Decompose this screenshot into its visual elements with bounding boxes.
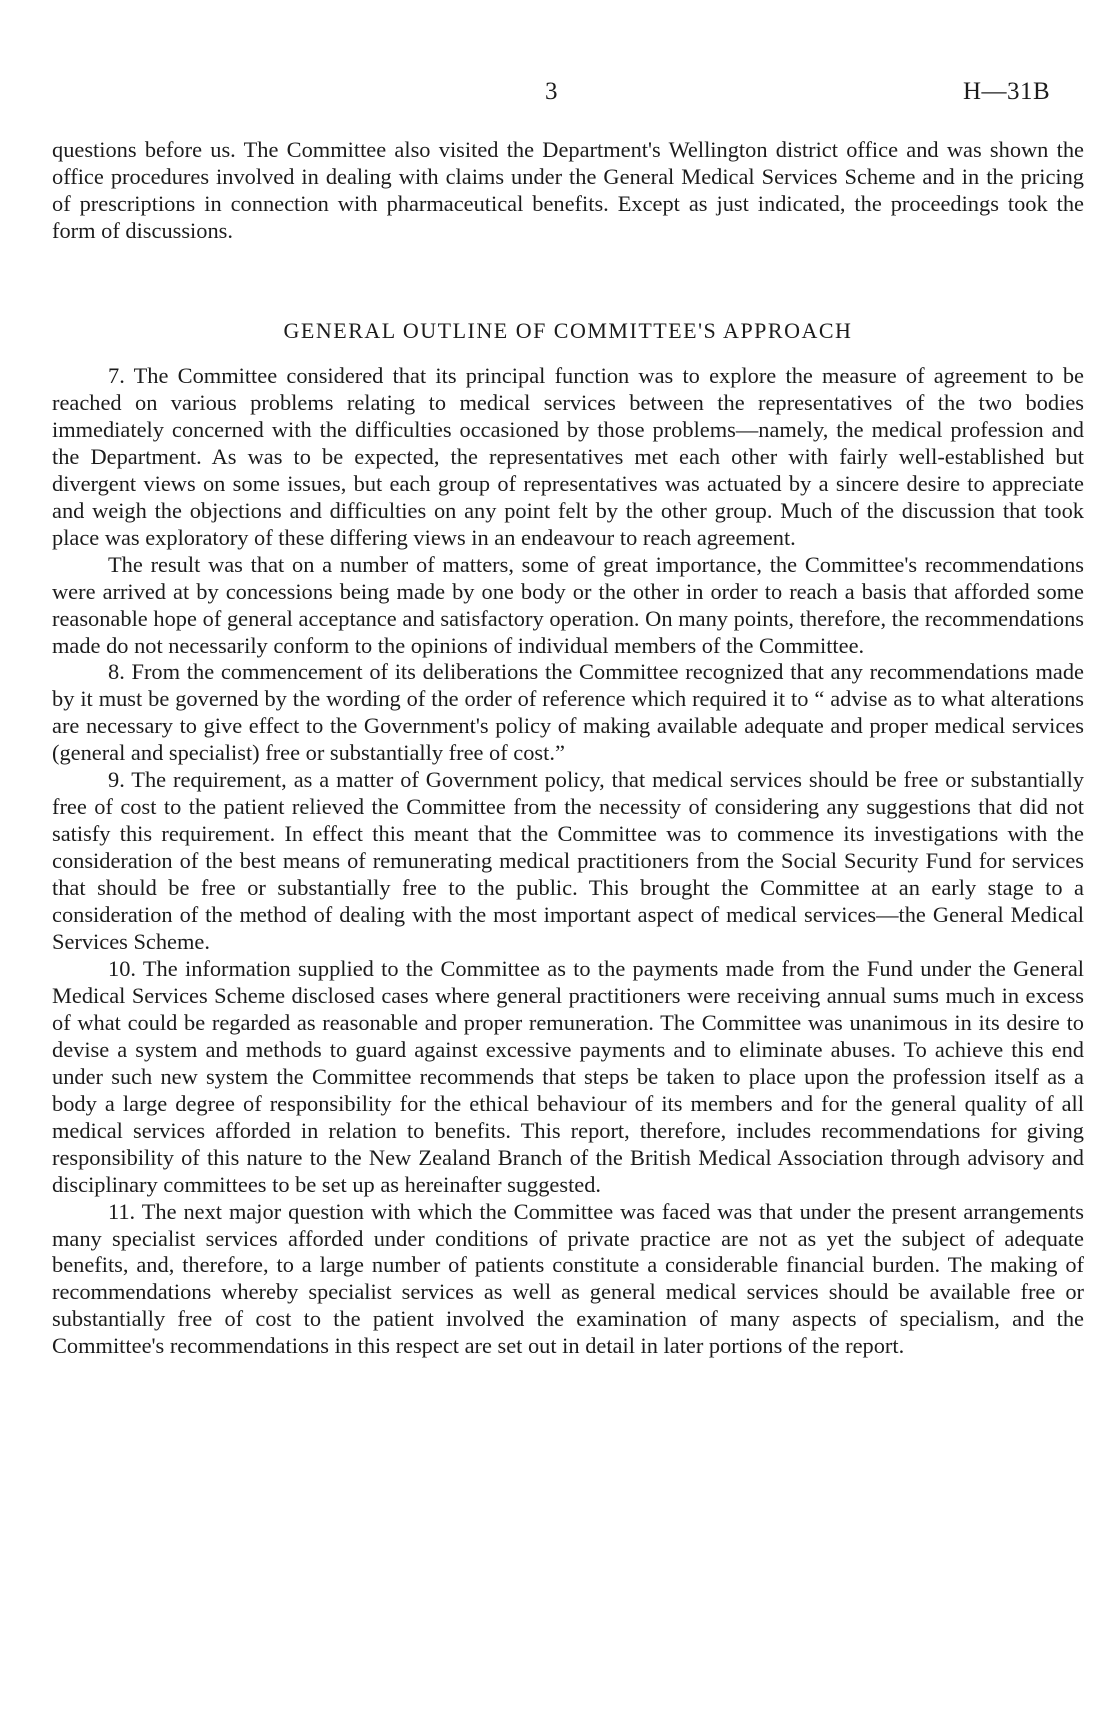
section-heading: GENERAL OUTLINE OF COMMITTEE'S APPROACH	[283, 318, 853, 343]
paragraph-8: 8. From the commencement of its deliberations the Committee recognized that any recommendations made by it must be governed by the wording of the order of reference which required it to “ advise as to what alterations are necessary to give effect to the Government's policy of making available adequate and proper medical services (general and specialist) free or substantially free of cost.”	[52, 659, 1084, 766]
paragraph-11: 11. The next major question with which the Committee was faced was that under the present arrangements many specialist services afforded under conditions of private practice are not as yet the subject of adequate benefits, and, therefore, to a large number of patients constitute a considerable financial burden. The making of recommendations whereby specialist services as well as general medical services should be available free or substantially free of cost to the patient involved the examination of many aspects of specialism, and the Committee's recommendations in this respect are set out in detail in later portions of the report.	[52, 1198, 1084, 1359]
paragraph-7-continued: The result was that on a number of matters, some of great importance, the Committee's recommendations were arrived at by concessions being made by one body or the other in order to reach a basis that afforded some reasonable hope of general acceptance and satisfactory operation. On many points, therefore, the recommendations made do not necessarily conform to the opinions of individual members of the Committee.	[52, 551, 1084, 658]
paragraph-9: 9. The requirement, as a matter of Government policy, that medical services should be free or substantially free of cost to the patient relieved the Committee from the necessity of considering any suggestions that did not satisfy this requirement. In effect this meant that the Committee was to commence its investigations with the consideration of the best means of remunerating medical practitioners from the Social Security Fund for services that should be free or substantially free to the public. This brought the Committee at an early stage to a consideration of the method of dealing with the most important aspect of medical services—the General Medical Services Scheme.	[52, 767, 1084, 955]
paragraph-10: 10. The information supplied to the Committee as to the payments made from the Fund under the General Medical Services Scheme disclosed cases where general practitioners were receiving annual sums much in excess of what could be regarded as reasonable and proper remuneration. The Committee was unanimous in its desire to devise a system and methods to guard against excessive payments and to eliminate abuses. To achieve this end under such new system the Committee recommends that steps be taken to place upon the profession itself as a body a large degree of responsibility for the ethical behaviour of its members and for the general quality of all medical services afforded in relation to benefits. This report, therefore, includes recommendations for giving responsibility of this nature to the New Zealand Branch of the British Medical Association through advisory and disciplinary committees to be set up as hereinafter suggested.	[52, 955, 1084, 1197]
page-number: 3	[545, 78, 558, 105]
paragraph-7: 7. The Committee considered that its principal function was to explore the measure of agreement to be reached on various problems relating to medical services between the representatives of the two bodies immediately concerned with the difficulties occasioned by those problems—namely, the medical profession and the Department. As was to be expected, the representatives met each other with fairly well-established but divergent views on some issues, but each group of representatives was actuated by a sincere desire to appreciate and weigh the objections and difficulties on any point felt by the other group. Much of the discussion that took place was exploratory of these differing views in an endeavour to reach agreement.	[52, 363, 1084, 550]
paper-reference: H—31B	[963, 78, 1051, 105]
intro-text-block	[52, 137, 1084, 245]
intro-paragraph: questions before us. The Committee also visited the Department's Wellington district office and was shown the office procedures involved in dealing with claims under the General Medical Services Scheme and in the pricing of prescriptions in connection with pharmaceutical benefits. Except as just indicated, the proceedings took the form of discussions.	[52, 137, 1084, 243]
body-text-block	[52, 363, 1084, 1360]
